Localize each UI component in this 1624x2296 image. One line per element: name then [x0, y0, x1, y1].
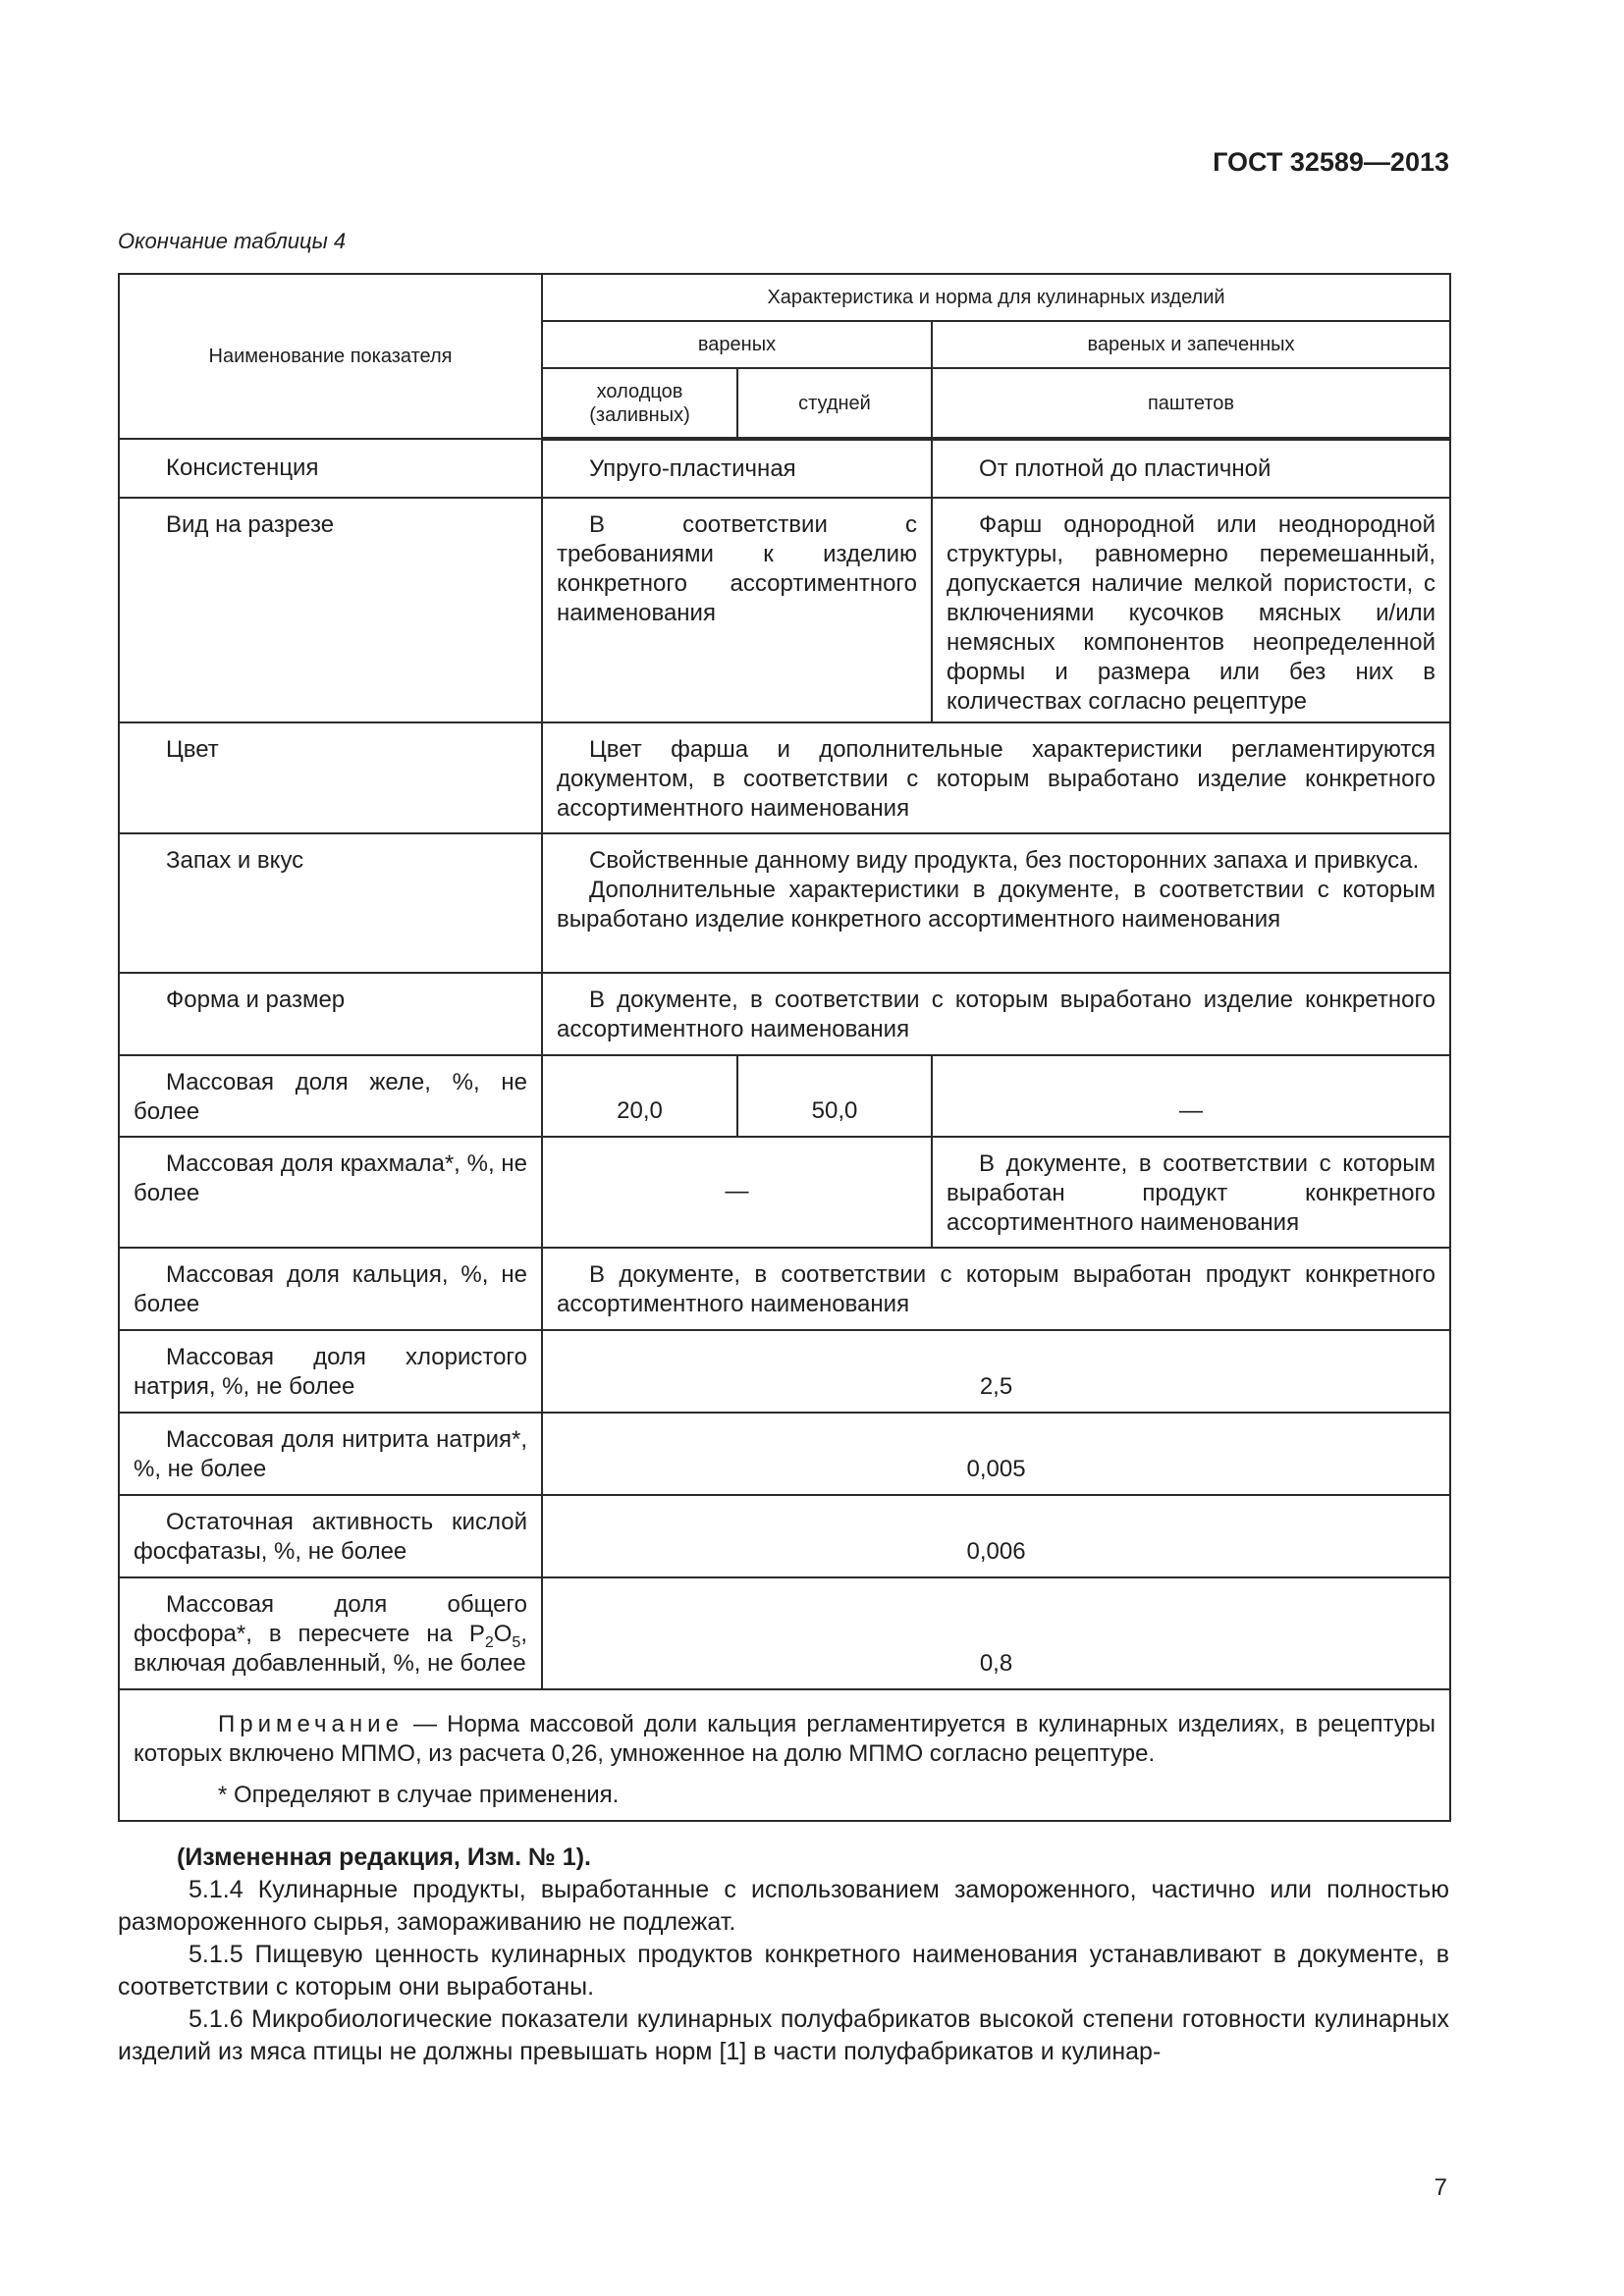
row-value: В документе, в соответствии с которым выработано изделие конкретного ассортиментного наименования [542, 973, 1450, 1055]
column-header-pate: паштетов [932, 368, 1450, 439]
amendment-note: (Измененная редакция, Изм. № 1). [177, 1843, 591, 1871]
table-row [119, 722, 1450, 833]
document-id: ГОСТ 32589—2013 [1213, 147, 1449, 177]
table-row [119, 973, 1450, 1055]
paragraph-5-1-5: 5.1.5 Пищевую ценность кулинарных продуктов конкретного наименования устанавливают в документе, в соответствии с которым они выработаны. [118, 1941, 1449, 2001]
table-row [119, 1495, 1450, 1577]
column-header-boiled-baked: вареных и запеченных [932, 321, 1450, 368]
row-value: В соответствии с требованиями к изделию конкретного ассортиментного наименования [542, 498, 932, 722]
row-name: Массовая доля хлористого натрия, %, не более [119, 1330, 542, 1413]
column-header-indicator: Наименование показателя [119, 274, 542, 439]
row-value: 2,5 [542, 1330, 1450, 1413]
row-name: Остаточная активность кислой фосфатазы, %, не более [119, 1495, 542, 1577]
table-note [119, 1689, 1450, 1821]
row-value: — [932, 1055, 1450, 1137]
row-value: В документе, в соответствии с которым выработан продукт конкретного ассортиментного наименования [542, 1248, 1450, 1330]
row-value: Свойственные данному виду продукта, без посторонних запаха и привкуса. Дополнительные характеристики в документе, в соответствии с которым выработано изделие конкретного ассортиментного наименования [542, 833, 1450, 973]
column-header-kholodets-line2: (заливных) [589, 403, 690, 426]
row-name: Вид на разрезе [119, 498, 542, 722]
column-header-studen: студней [737, 368, 932, 439]
table-row [119, 1330, 1450, 1413]
row-value: Фарш однородной или неоднородной структуры, равномерно перемешанный, допускается наличие мелкой пористости, с включениями кусочков мясных и/или немясных компонентов неопределенной формы и размера или без них в количествах согласно рецептуре [932, 498, 1450, 722]
column-header-kholodets-line1: холодцов [596, 380, 683, 402]
row-value: Упруго-пластичная [542, 439, 932, 498]
paragraph-5-1-6: 5.1.6 Микробиологические показатели кулинарных полуфабрикатов высокой степени готовности кулинарных изделий из мяса птицы не должны превышать норм [1] в части полуфабрикатов и кулинар- [118, 2005, 1449, 2065]
row-value: 50,0 [737, 1055, 932, 1137]
row-name: Консистенция [119, 439, 542, 498]
row-value: В документе, в соответствии с которым выработан продукт конкретного ассортиментного наименования [932, 1137, 1450, 1248]
table-caption: Окончание таблицы 4 [118, 229, 347, 253]
row-name: Массовая доля нитрита натрия*, %, не более [119, 1413, 542, 1495]
table-row [119, 1137, 1450, 1248]
row-name: Массовая доля желе, %, не более [119, 1055, 542, 1137]
row-value: 0,8 [542, 1577, 1450, 1689]
row-name: Форма и размер [119, 973, 542, 1055]
row-value: 0,006 [542, 1495, 1450, 1577]
table-note-row [119, 1689, 1450, 1821]
row-name: Массовая доля крахмала*, %, не более [119, 1137, 542, 1248]
row-name: Массовая доля кальция, %, не более [119, 1248, 542, 1330]
row-value: 20,0 [542, 1055, 737, 1137]
row-name: Массовая доля общего фосфора*, в пересчете на $P_2O_5$, включая добавленный, %, не более [119, 1577, 542, 1689]
note-text: — Норма массовой доли кальция регламентируется в кулинарных изделиях, в рецептуры которых включено МПМО, из расчета 0,26, умноженное на долю МПМО согласно рецептуре. [134, 1711, 1436, 1767]
row-value: От плотной до пластичной [932, 439, 1450, 498]
table-row [119, 1248, 1450, 1330]
paragraph-5-1-4: 5.1.4 Кулинарные продукты, выработанные с использованием замороженного, частично или полностью размороженного сырья, замораживанию не подлежат. [118, 1876, 1449, 1936]
page-number: 7 [1434, 2174, 1447, 2201]
table-row [119, 439, 1450, 498]
row-name: Запах и вкус [119, 833, 542, 973]
row-value: Цвет фарша и дополнительные характеристики регламентируются документом, в соответствии с которым выработано изделие конкретного ассортиментного наименования [542, 722, 1450, 833]
row-value: 0,005 [542, 1413, 1450, 1495]
body-text [118, 1842, 1449, 2068]
table-row [119, 1413, 1450, 1495]
row-value: — [542, 1137, 932, 1248]
table-row [119, 498, 1450, 722]
table-row [119, 1577, 1450, 1689]
column-header-group: Характеристика и норма для кулинарных изделий [542, 274, 1450, 321]
table-row [119, 1055, 1450, 1137]
table-row [119, 833, 1450, 973]
column-header-boiled: вареных [542, 321, 932, 368]
specification-table [118, 273, 1451, 1822]
footnote: * Определяют в случае применения. [218, 1782, 620, 1808]
note-label: Примечание [218, 1711, 404, 1737]
row-name: Цвет [119, 722, 542, 833]
column-header-kholodets [542, 368, 737, 439]
